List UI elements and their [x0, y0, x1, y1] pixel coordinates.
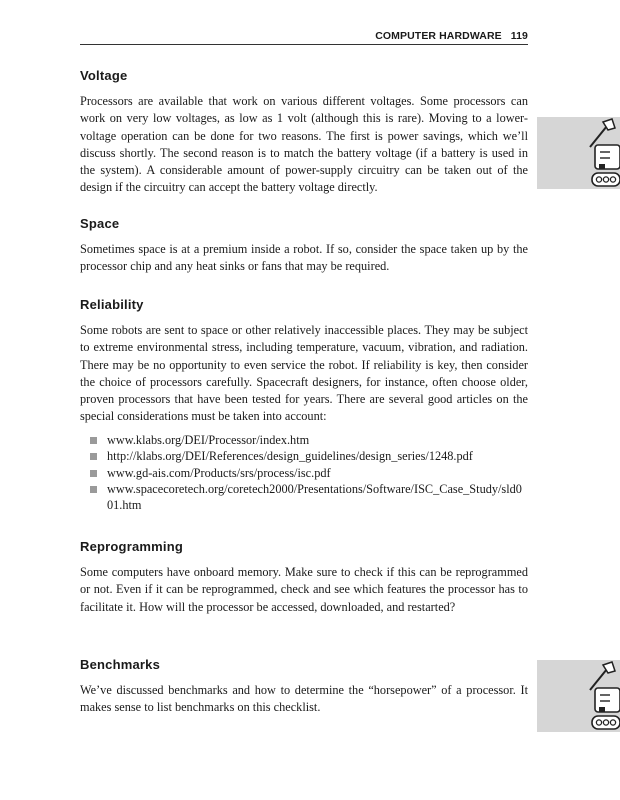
robot-icon — [537, 660, 620, 732]
reference-list — [80, 432, 528, 514]
list-item — [90, 448, 528, 464]
section-benchmarks — [80, 657, 528, 717]
reference-link[interactable]: www.spacecoretech.org/coretech2000/Presentations/Software/ISC_Case_Study/sld001.htm — [107, 482, 522, 513]
section-heading: Reliability — [80, 297, 144, 312]
section-space — [80, 216, 528, 276]
square-bullet-icon — [90, 470, 97, 477]
side-tab — [537, 660, 620, 732]
square-bullet-icon — [90, 453, 97, 460]
section-heading: Voltage — [80, 68, 128, 83]
list-item — [90, 481, 528, 514]
list-item — [90, 432, 528, 448]
reference-link[interactable]: www.gd-ais.com/Products/srs/process/isc.pdf — [107, 465, 331, 480]
section-reprogramming — [80, 539, 528, 616]
section-body: We’ve discussed benchmarks and how to determine the “horsepower” of a processor. It makes sense to list benchmarks on this checklist. — [80, 683, 528, 715]
section-reliability — [80, 297, 528, 514]
reference-link[interactable]: http://klabs.org/DEI/References/design_guidelines/design_series/1248.pdf — [107, 449, 473, 464]
robot-icon — [537, 117, 620, 189]
section-body: Some robots are sent to space or other relatively inaccessible places. They may be subject to extreme environmental stress, including temperature, vacuum, vibration, and radiation. There may be no opportunity to even service the robot. If reliability is key, then consider the choice of processors carefully. Spacecraft designers, for instance, often choose older, proven processors that have been tested for years. There are several good articles on the special considerations must be taken into account: — [80, 323, 528, 424]
reference-link[interactable]: www.klabs.org/DEI/Processor/index.htm — [107, 432, 310, 447]
section-body: Sometimes space is at a premium inside a robot. If so, consider the space taken up by the processor chip and any heat sinks or fans that may be required. — [80, 242, 528, 274]
page-number: 119 — [510, 30, 528, 42]
side-tab — [537, 117, 620, 189]
running-title: COMPUTER HARDWARE — [375, 30, 502, 42]
section-heading: Space — [80, 216, 120, 231]
running-head — [80, 30, 528, 42]
section-body: Processors are available that work on various different voltages. Some processors can work on very low voltages, as low as 1 volt (although this is rare). Moving to a lower-voltage operation can be done for two reasons. The first is power savings, which we’ll discuss shortly. The second reason is to match the battery voltage (if a battery is used in the system). A considerable amount of power-supply circuitry can be taken out of the design if the circuitry can accept the battery voltage directly. — [80, 94, 528, 195]
section-heading: Benchmarks — [80, 657, 161, 672]
square-bullet-icon — [90, 437, 97, 444]
section-voltage — [80, 68, 528, 197]
section-heading: Reprogramming — [80, 539, 184, 554]
section-body: Some computers have onboard memory. Make sure to check if this can be reprogrammed or not. Even if it can be reprogrammed, check and see which features the processor has to facilitate it. How will the processor be accessed, downloaded, and restarted? — [80, 565, 528, 614]
square-bullet-icon — [90, 486, 97, 493]
list-item — [90, 465, 528, 481]
header-rule — [80, 44, 528, 45]
